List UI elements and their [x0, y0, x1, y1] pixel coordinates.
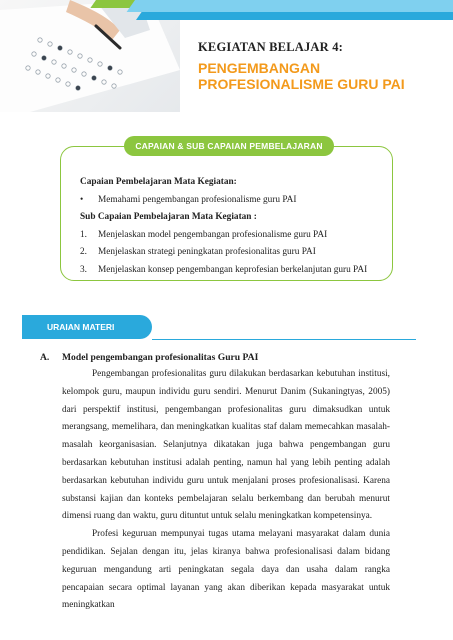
page-header [0, 0, 453, 112]
sub-capaian-heading: Sub Capaian Pembelajaran Mata Kegiatan : [80, 212, 257, 222]
uraian-materi-badge: URAIAN MATERI [22, 315, 152, 339]
capaian-item [80, 192, 390, 210]
list-number: 2. [80, 247, 87, 257]
section-marker: A. [40, 352, 50, 363]
sub-capaian-item [80, 227, 390, 245]
page-title-line-1: PENGEMBANGAN [198, 60, 321, 76]
sub-capaian-item-text: Menjelaskan konsep pengembangan keprofesian berkelanjutan guru PAI [98, 264, 368, 275]
header-light-blue-stripe [127, 0, 453, 12]
sub-capaian-item [80, 244, 390, 262]
list-number: 3. [80, 264, 87, 275]
section-heading [40, 352, 259, 363]
sub-capaian-item-text: Menjelaskan strategi peningkatan profesionalitas guru PAI [98, 247, 316, 257]
paragraph: Profesi keguruan mempunyai tugas utama melayani masyarakat dalam dunia pendidikan. Sejalan dengan itu, jelas kiranya bahwa profesionalisasi dalam bidang keguruan mengandung arti peningkatan segala daya dan usaha dalam rangka pencapaian secara optimal layanan yang akan diberikan kepada masyarakat untuk meningkatkan [62, 529, 390, 611]
page-title-line-2: PROFESIONALISME GURU PAI [198, 76, 405, 92]
capaian-badge: CAPAIAN & SUB CAPAIAN PEMBELAJARAN [124, 136, 334, 156]
activity-label: KEGIATAN BELAJAR 4: [198, 40, 344, 54]
capaian-heading: Capaian Pembelajaran Mata Kegiatan: [80, 177, 237, 187]
bullet-icon: • [80, 194, 84, 205]
paragraph: Pengembangan profesionalitas guru dilakukan berdasarkan kebutuhan institusi, kelompok guru, maupun individu guru sendiri. Menurut Danim (Sukaningtyas, 2005) dari perspektif institusi, pengembangan profesionalitas guru dimaksudkan untuk merangsang, memelihara, dan meningkatkan kualitas staf dalam memecahkan masalah-masalah keorganisasian. Selanjutnya dikatakan juga bahwa pengembangan guru berdasarkan kebutuhan institusi adalah penting, namun hal yang lebih penting adalah berdasarkan kebutuhan individu guru untuk menjalani proses profesionalisasi. Karena substansi kajian dan konteks pembelajaran selalu berkembang dan berubah menurut dimensi ruang dan waktu, guru dituntut untuk selalu meningkatkan kompetensinya. [62, 369, 390, 522]
sub-capaian-item-text: Menjelaskan model pengembangan profesionalisme guru PAI [98, 229, 328, 240]
sub-capaian-item [80, 262, 390, 280]
capaian-content [80, 174, 390, 279]
section-title: Model pengembangan profesionalitas Guru PAI [62, 352, 259, 363]
capaian-item-text: Memahami pengembangan profesionalisme guru PAI [98, 194, 297, 205]
list-number: 1. [80, 229, 87, 240]
body-text [62, 366, 390, 615]
page-title [198, 60, 405, 92]
uraian-divider [152, 339, 416, 340]
